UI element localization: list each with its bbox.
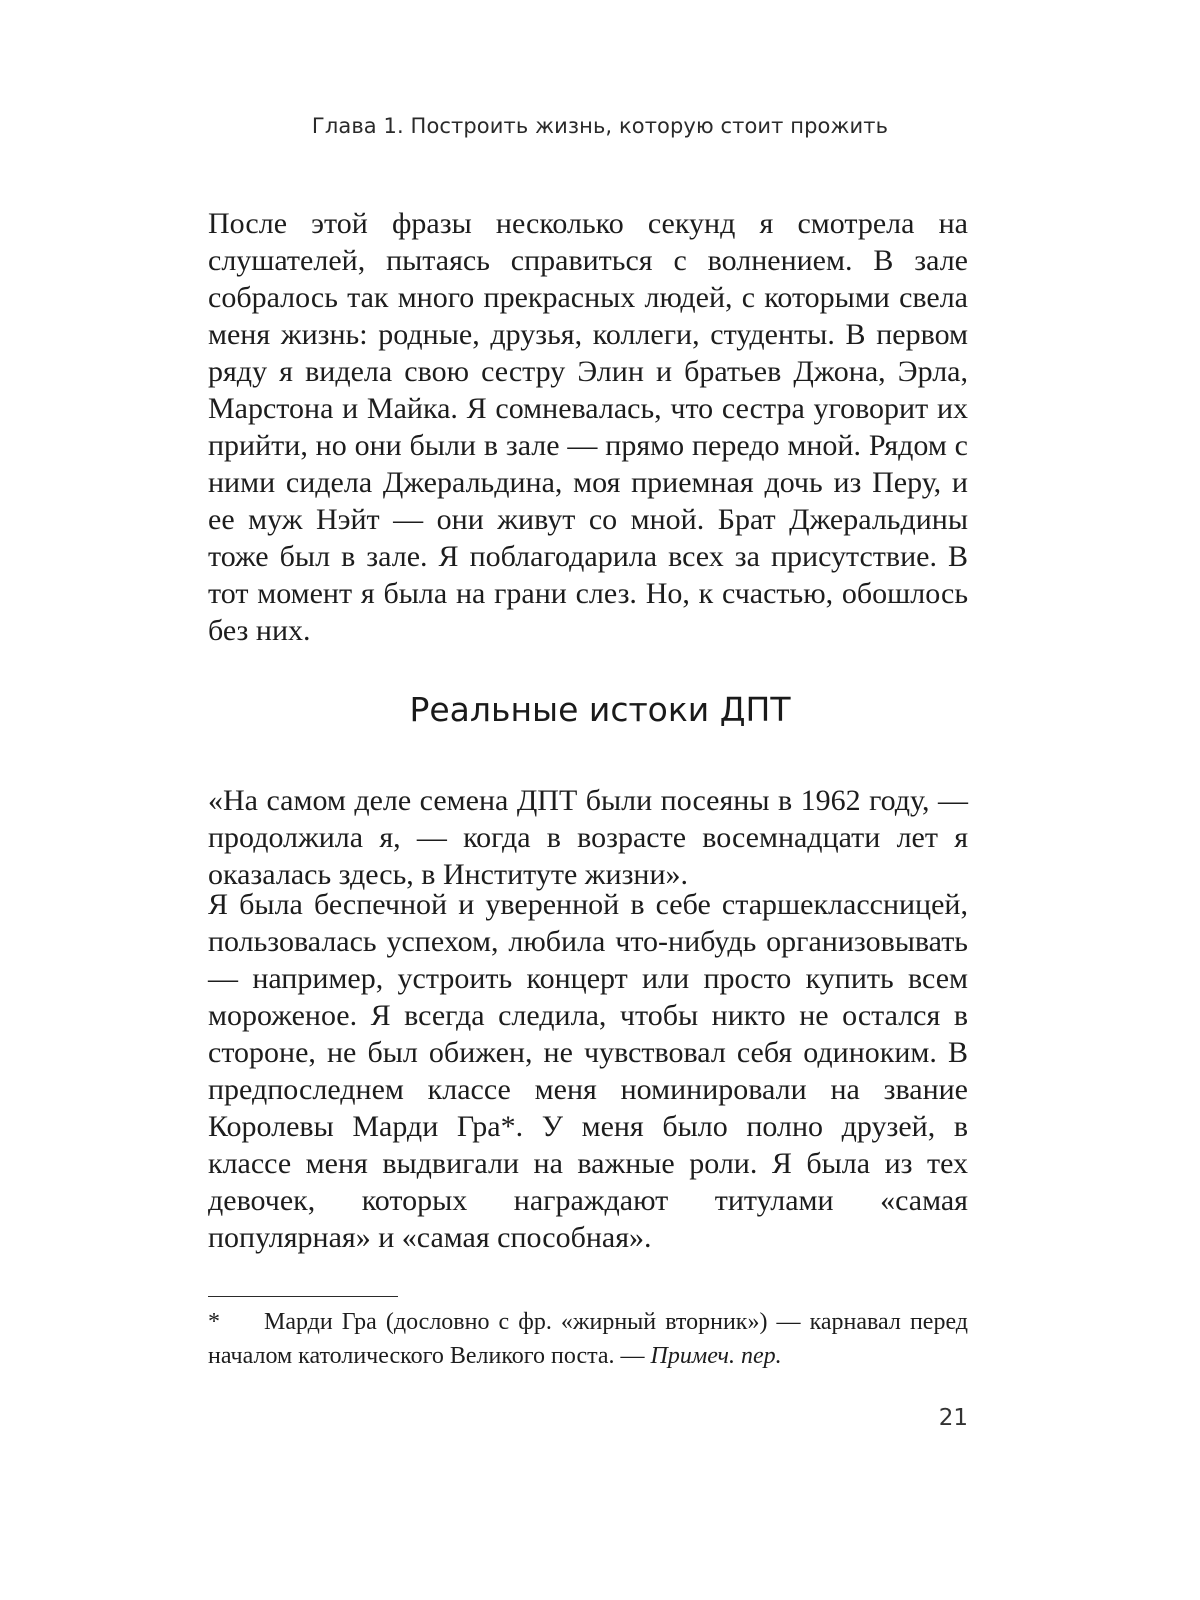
footnote-mark: * — [208, 1309, 220, 1335]
body-paragraph-1 — [208, 205, 968, 649]
body-paragraph-2 — [208, 782, 968, 893]
section-heading: Реальные истоки ДПТ — [409, 690, 791, 729]
footnote-translator-note: Примеч. пер. — [650, 1343, 782, 1369]
paragraph-text: «На самом деле семена ДПТ были посеяны в 1962 году, — продолжила я, — когда в возрасте восемнадцати лет я оказалась здесь, в Институте жизни». — [208, 784, 968, 891]
page-number: 21 — [938, 1405, 968, 1431]
footnote-divider — [208, 1296, 398, 1297]
paragraph-text: Я была беспечной и уверенной в себе старшеклассницей, пользовалась успехом, любила что-нибудь организовывать — например, устроить концерт или просто купить всем мороженое. Я всегда следила, чтобы никто не остался в стороне, не был обижен, не чувствовал себя одиноким. В предпоследнем классе меня номинировали на звание Королевы Марди Гра*. У меня было полно друзей, в классе меня выдвигали на важные роли. Я была из тех девочек, которых награждают титулами «самая популярная» и «самая способная». — [208, 888, 968, 1254]
body-paragraph-3 — [208, 886, 968, 1256]
paragraph-text: После этой фразы несколько секунд я смотрела на слушателей, пытаясь справиться с волнением. В зале собралось так много прекрасных людей, с которыми свела меня жизнь: родные, друзья, коллеги, студенты. В первом ряду я видела свою сестру Элин и братьев Джона, Эрла, Марстона и Майка. Я сомневалась, что сестра уговорит их прийти, но они были в зале — прямо передо мной. Рядом с ними сидела Джеральдина, моя приемная дочь из Перу, и ее муж Нэйт — они живут со мной. Брат Джеральдины тоже был в зале. Я поблагодарила всех за присутствие. В тот момент я была на грани слез. Но, к счастью, обошлось без них. — [208, 207, 968, 647]
footnote-text: Марди Гра (дословно с фр. «жирный вторник») — карнавал перед началом католического Великого поста. — — [208, 1309, 968, 1369]
footnote — [208, 1305, 968, 1373]
running-head: Глава 1. Построить жизнь, которую стоит прожить — [311, 114, 889, 138]
